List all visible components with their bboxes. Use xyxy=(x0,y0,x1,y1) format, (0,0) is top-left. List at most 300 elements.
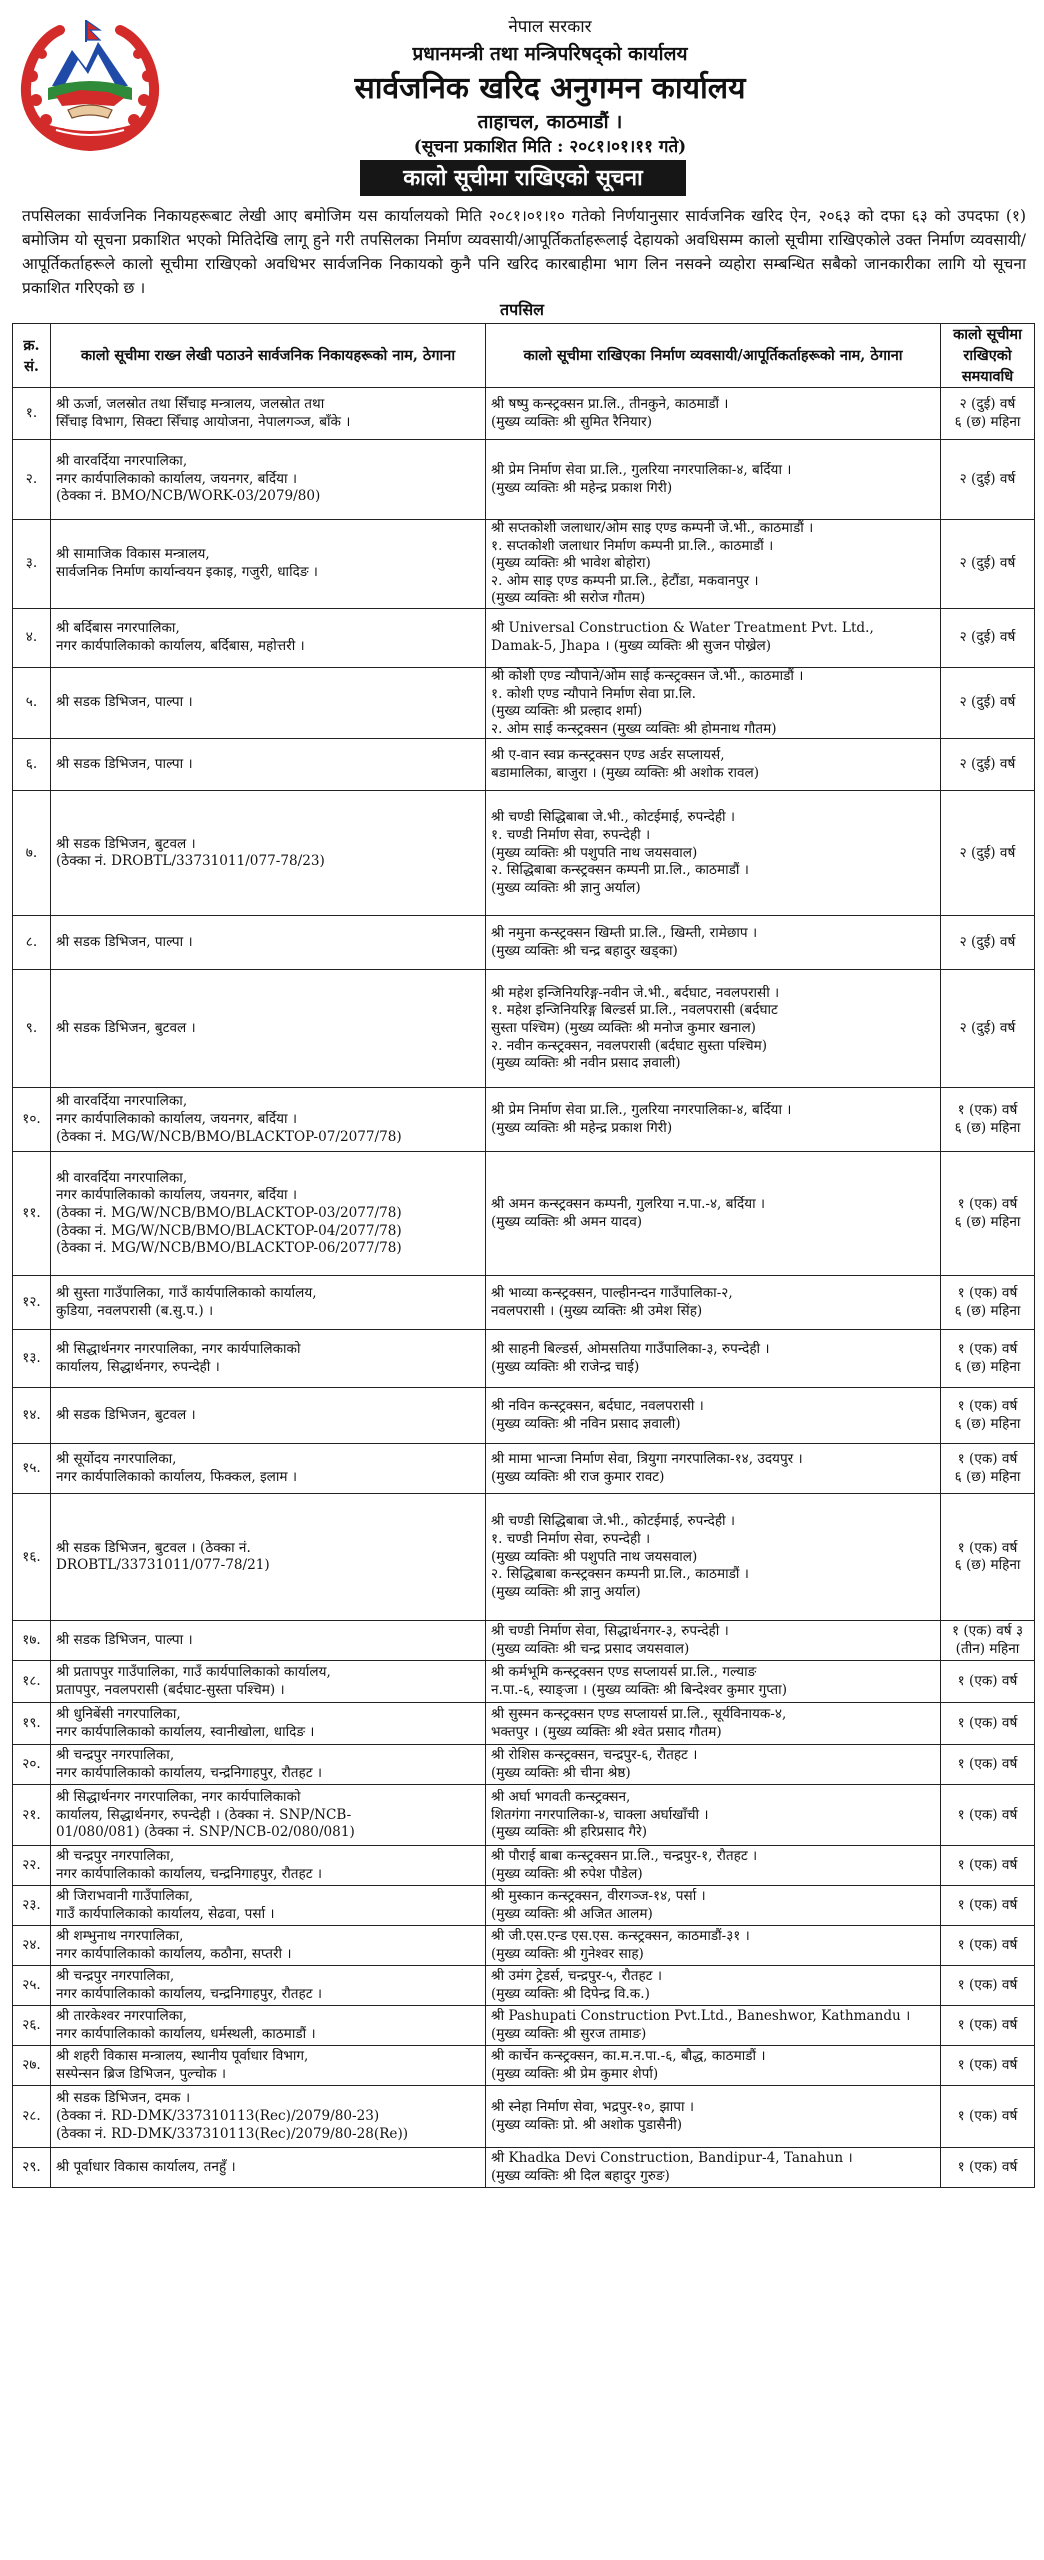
cell-line: १ (एक) वर्ष xyxy=(957,1285,1018,1302)
cell-line: 01/080/081) (ठेक्का नं. SNP/NCB-02/080/081) xyxy=(56,1824,355,1841)
table-row xyxy=(13,1661,1035,1703)
cell-line: १ (एक) वर्ष xyxy=(957,1715,1018,1732)
table-row xyxy=(13,520,1035,609)
blacklist-table xyxy=(12,323,1035,2188)
cell-line: शितगंगा नगरपालिका-४, चाक्ला अर्घाखाँची । xyxy=(491,1806,709,1823)
table-cell-entity xyxy=(51,1846,486,1886)
cell-line: १. चण्डी निर्माण सेवा, रुपन्देही । xyxy=(491,1530,651,1547)
table-row xyxy=(13,1276,1035,1330)
cell-line: श्री चन्द्रपुर नगरपालिका, xyxy=(56,1848,175,1865)
table-row xyxy=(13,1494,1035,1621)
cell-line: श्री जिराभवानी गाउँपालिका, xyxy=(56,1888,194,1905)
table-cell-entity xyxy=(51,1621,486,1661)
cell-line: श्री वारवर्दिया नगरपालिका, xyxy=(56,453,188,470)
table-row xyxy=(13,440,1035,520)
table-row xyxy=(13,970,1035,1088)
table-row xyxy=(13,1886,1035,1926)
cell-line: श्री सडक डिभिजन, बुटवल । xyxy=(56,835,196,852)
table-cell-entity xyxy=(51,2046,486,2086)
cell-line: (मुख्य व्यक्तिः श्री ज्ञानु अर्याल) xyxy=(491,879,641,896)
table-row xyxy=(13,739,1035,791)
table-cell-period xyxy=(941,1846,1035,1886)
table-cell-sn: ३. xyxy=(13,520,51,609)
table-cell-contractor xyxy=(486,1152,941,1276)
cell-line: श्री धुनिबेंसी नगरपालिका, xyxy=(56,1706,181,1723)
cell-line: १ (एक) वर्ष xyxy=(957,1977,1018,1994)
cell-line: (मुख्य व्यक्तिः श्री सुरज तामाङ) xyxy=(491,2025,647,2042)
cell-line: श्री नमुना कन्स्ट्रक्सन खिम्ती प्रा.लि., खिम्ती, रामेछाप । xyxy=(491,925,758,942)
cell-line: नगर कार्यपालिकाको कार्यालय, जयनगर, बर्दिया । xyxy=(56,470,298,487)
cell-line: २. ओम साई कन्स्ट्रक्सन (मुख्य व्यक्तिः श्री होमनाथ गौतम) xyxy=(491,720,777,737)
table-row xyxy=(13,388,1035,440)
table-cell-sn: २२. xyxy=(13,1846,51,1886)
table-cell-period xyxy=(941,2148,1035,2188)
cell-line: श्री वारवर्दिया नगरपालिका, xyxy=(56,1093,188,1110)
cell-line: श्री मामा भान्जा निर्माण सेवा, त्रियुगा नगरपालिका-१४, उदयपुर । xyxy=(491,1451,803,1468)
cell-line: २ (दुई) वर्ष xyxy=(959,844,1016,861)
table-cell-sn: १२. xyxy=(13,1276,51,1330)
table-cell-sn: १३. xyxy=(13,1330,51,1388)
cell-line: (ठेक्का नं. MG/W/NCB/BMO/BLACKTOP-03/2077/78) xyxy=(56,1205,402,1222)
cell-line: (मुख्य व्यक्तिः श्री चन्द्र बहादुर खड्का) xyxy=(491,942,678,959)
table-cell-period xyxy=(941,970,1035,1088)
table-cell-contractor xyxy=(486,1088,941,1152)
cell-line: (मुख्य व्यक्तिः श्री महेन्द्र प्रकाश गिरी) xyxy=(491,479,673,496)
table-body xyxy=(13,388,1035,2188)
cell-line: सस्पेन्सन ब्रिज डिभिजन, पुल्चोक । xyxy=(56,2065,227,2082)
cell-line: श्री मुस्कान कन्स्ट्रक्सन, वीरगञ्ज-१४, पर्सा । xyxy=(491,1888,706,1905)
table-cell-contractor xyxy=(486,1621,941,1661)
cell-line: ६ (छ) महिना xyxy=(954,1302,1021,1319)
table-row xyxy=(13,1621,1035,1661)
table-row xyxy=(13,1388,1035,1444)
cell-line: २ (दुई) वर्ष xyxy=(959,555,1016,572)
cell-line: (मुख्य व्यक्तिः श्री नविन प्रसाद ज्ञवाली) xyxy=(491,1415,681,1432)
table-cell-period xyxy=(941,1276,1035,1330)
cell-line: कार्यालय, सिद्धार्थनगर, रुपन्देही । xyxy=(56,1358,220,1375)
table-cell-sn: २७. xyxy=(13,2046,51,2086)
table-cell-sn: १४. xyxy=(13,1388,51,1444)
agency-address: ताहाचल, काठमाडौं । xyxy=(477,111,623,133)
cell-line: २. नवीन कन्स्ट्रक्सन, नवलपरासी (बर्दघाट सुस्ता पश्चिम) xyxy=(491,1037,768,1054)
cell-line: नगर कार्यपालिकाको कार्यालय, धर्मस्थली, काठमाडौं । xyxy=(56,2025,316,2042)
table-row xyxy=(13,791,1035,916)
cell-line: १ (एक) वर्ष xyxy=(957,1102,1018,1119)
notice-header xyxy=(0,0,1044,157)
cell-line: श्री पूर्वाधार विकास कार्यालय, तनहुँ । xyxy=(56,2159,236,2176)
cell-line: श्री सडक डिभिजन, पाल्पा । xyxy=(56,756,193,773)
cell-line: ६ (छ) महिना xyxy=(954,1557,1021,1574)
table-cell-period xyxy=(941,1621,1035,1661)
cell-line: १. सप्तकोशी जलाधार निर्माण कम्पनी प्रा.लि., काठमाडौं । xyxy=(491,537,774,554)
cell-line: ६ (छ) महिना xyxy=(954,1213,1021,1230)
table-cell-sn: ७. xyxy=(13,791,51,916)
table-cell-period xyxy=(941,791,1035,916)
table-cell-period xyxy=(941,2086,1035,2148)
cell-line: (मुख्य व्यक्तिः श्री राजेन्द्र चाई) xyxy=(491,1358,640,1375)
cell-line: श्री प्रतापपुर गाउँपालिका, गाउँ कार्यपालिकाको कार्यालय, xyxy=(56,1664,331,1681)
cell-line: श्री Khadka Devi Construction, Bandipur-4, Tanahun । xyxy=(491,2150,853,2167)
cell-line: (ठेक्का नं. BMO/NCB/WORK-03/2079/80) xyxy=(56,488,321,505)
cell-line: (मुख्य व्यक्तिः श्री गुनेश्वर साह) xyxy=(491,1945,644,1962)
header-contractor: कालो सूचीमा राखिएका निर्माण व्यवसायी/आपूर्तिकर्ताहरूको नाम, ठेगाना xyxy=(486,324,941,388)
table-cell-entity xyxy=(51,1330,486,1388)
cell-line: (तीन) महिना xyxy=(955,1640,1020,1657)
table-cell-contractor xyxy=(486,1745,941,1785)
cell-line: १ (एक) वर्ष xyxy=(957,1539,1018,1556)
agency-name: सार्वजनिक खरिद अनुगमन कार्यालय xyxy=(354,71,746,106)
cell-line: कुडिया, नवलपरासी (ब.सु.प.) । xyxy=(56,1302,214,1319)
table-row xyxy=(13,1926,1035,1966)
cell-line: २ (दुई) वर्ष xyxy=(959,629,1016,646)
table-cell-period xyxy=(941,2006,1035,2046)
table-cell-contractor xyxy=(486,916,941,970)
cell-line: सिँचाइ विभाग, सिक्टा सिँचाइ आयोजना, नेपालगञ्ज, बाँके । xyxy=(56,413,351,430)
table-cell-sn: २९. xyxy=(13,2148,51,2188)
cell-line: ६ (छ) महिना xyxy=(954,1468,1021,1485)
cell-line: (ठेक्का नं. MG/W/NCB/BMO/BLACKTOP-04/2077/78) xyxy=(56,1222,402,1239)
cell-line: (मुख्य व्यक्तिः श्री सरोज गौतम) xyxy=(491,590,646,607)
table-cell-period xyxy=(941,1494,1035,1621)
cell-line: श्री ए-वान स्वप्न कन्स्ट्रक्सन एण्ड अर्डर सप्लायर्स, xyxy=(491,747,725,764)
cell-line: (मुख्य व्यक्तिः श्री प्रेम कुमार शेर्पा) xyxy=(491,2065,659,2082)
cell-line: श्री कोशी एण्ड न्यौपाने/ओम साई कन्स्ट्रक्सन जे.भी., काठमाडौं । xyxy=(491,667,804,684)
table-cell-entity xyxy=(51,2086,486,2148)
table-cell-entity xyxy=(51,388,486,440)
table-cell-contractor xyxy=(486,1276,941,1330)
table-cell-contractor xyxy=(486,2046,941,2086)
table-cell-entity xyxy=(51,1886,486,1926)
table-cell-sn: १५. xyxy=(13,1444,51,1494)
cell-line: (ठेक्का नं. MG/W/NCB/BMO/BLACKTOP-06/2077/78) xyxy=(56,1240,402,1257)
cell-line: श्री सडक डिभिजन, बुटवल । xyxy=(56,1020,196,1037)
cell-line: श्री वारवर्दिया नगरपालिका, xyxy=(56,1169,188,1186)
table-cell-contractor xyxy=(486,1785,941,1846)
cell-line: १ (एक) वर्ष xyxy=(957,1196,1018,1213)
cell-line: श्री सुस्ता गाउँपालिका, गाउँ कार्यपालिकाको कार्यालय, xyxy=(56,1285,317,1302)
table-cell-entity xyxy=(51,791,486,916)
table-cell-period xyxy=(941,2046,1035,2086)
nepal-emblem-icon xyxy=(16,16,164,156)
cell-line: श्री सुस्मन कन्स्ट्रक्सन एण्ड सप्लायर्स प्रा.लि., सूर्यविनायक-४, xyxy=(491,1706,787,1723)
cell-line: (मुख्य व्यक्तिः श्री नवीन प्रसाद ज्ञवाली) xyxy=(491,1055,681,1072)
table-cell-contractor xyxy=(486,739,941,791)
cell-line: न.पा.-६, स्याङ्जा । (मुख्य व्यक्तिः श्री बिन्देश्वर कुमार गुप्ता) xyxy=(491,1681,787,1698)
table-cell-sn: २१. xyxy=(13,1785,51,1846)
cell-line: नगर कार्यपालिकाको कार्यालय, जयनगर, बर्दिया । xyxy=(56,1111,298,1128)
cell-line: श्री चन्द्रपुर नगरपालिका, xyxy=(56,1747,175,1764)
table-cell-entity xyxy=(51,1152,486,1276)
cell-line: (मुख्य व्यक्तिः श्री चन्द्र प्रसाद जयसवाल) xyxy=(491,1640,690,1657)
table-cell-period xyxy=(941,520,1035,609)
table-cell-sn: ६. xyxy=(13,739,51,791)
cell-line: श्री स्नेहा निर्माण सेवा, भद्रपुर-१०, झापा । xyxy=(491,2099,694,2116)
cell-line: श्री सडक डिभिजन, दमक । xyxy=(56,2090,191,2107)
cell-line: २ (दुई) वर्ष xyxy=(959,1020,1016,1037)
cell-line: श्री अमन कन्स्ट्रक्सन कम्पनी, गुलरिया न.पा.-४, बर्दिया । xyxy=(491,1196,766,1213)
table-cell-sn: १९. xyxy=(13,1703,51,1745)
cell-line: १ (एक) वर्ष xyxy=(957,2017,1018,2034)
table-cell-entity xyxy=(51,1661,486,1703)
table-cell-sn: २८. xyxy=(13,2086,51,2148)
table-row xyxy=(13,1444,1035,1494)
table-row xyxy=(13,1330,1035,1388)
table-cell-contractor xyxy=(486,440,941,520)
cell-line: (ठेक्का नं. MG/W/NCB/BMO/BLACKTOP-07/2077/78) xyxy=(56,1128,402,1145)
cell-line: ६ (छ) महिना xyxy=(954,1119,1021,1136)
cell-line: १. कोशी एण्ड न्यौपाने निर्माण सेवा प्रा.लि. xyxy=(491,685,696,702)
table-cell-contractor xyxy=(486,1846,941,1886)
cell-line: २ (दुई) वर्ष xyxy=(959,694,1016,711)
table-cell-entity xyxy=(51,1388,486,1444)
cell-line: १ (एक) वर्ष ३ xyxy=(951,1623,1024,1640)
table-cell-entity xyxy=(51,440,486,520)
table-cell-sn: १६. xyxy=(13,1494,51,1621)
cell-line: १. चण्डी निर्माण सेवा, रुपन्देही । xyxy=(491,826,651,843)
cell-line: श्री सप्तकोशी जलाधार/ओम साइ एण्ड कम्पनी जे.भी., काठमाडौं । xyxy=(491,520,814,536)
table-cell-contractor xyxy=(486,1886,941,1926)
cell-line: १. महेश इन्जिनियरिङ्ग बिल्डर्स प्रा.लि., नवलपरासी (बर्दघाट xyxy=(491,1002,778,1019)
cell-line: श्री Universal Construction & Water Treatment Pvt. Ltd., xyxy=(491,620,874,637)
published-date: (सूचना प्रकाशित मिति : २०८१।०१।११ गते) xyxy=(413,137,687,157)
cell-line: १ (एक) वर्ष xyxy=(957,1341,1018,1358)
cell-line: श्री चण्डी सिद्धिबाबा जे.भी., कोटईमाई, रुपन्देही । xyxy=(491,809,736,826)
table-cell-sn: ८. xyxy=(13,916,51,970)
cell-line: नगर कार्यपालिकाको कार्यालय, चन्द्रनिगाहपुर, रौतहट । xyxy=(56,1865,323,1882)
cell-line: श्री पौराई बाबा कन्स्ट्रक्सन प्रा.लि., चन्द्रपुर-१, रौतहट । xyxy=(491,1848,758,1865)
table-cell-entity xyxy=(51,1494,486,1621)
schedule-title: तपसिल xyxy=(499,300,545,319)
table-cell-contractor xyxy=(486,520,941,609)
cell-line: श्री शहरी विकास मन्त्रालय, स्थानीय पूर्वाधार विभाग, xyxy=(56,2048,309,2065)
cell-line: (मुख्य व्यक्तिः प्रो. श्री अशोक पुडासैनी) xyxy=(491,2116,683,2133)
cell-line: श्री सडक डिभिजन, पाल्पा । xyxy=(56,1632,193,1649)
cell-line: (मुख्य व्यक्तिः श्री भावेश बोहोरा) xyxy=(491,555,651,572)
cell-line: (मुख्य व्यक्तिः श्री सुमित रैनियार) xyxy=(491,413,653,430)
table-cell-entity xyxy=(51,2006,486,2046)
table-cell-contractor xyxy=(486,1703,941,1745)
table-cell-period xyxy=(941,608,1035,667)
cell-line: २ (दुई) वर्ष xyxy=(959,934,1016,951)
cell-line: (मुख्य व्यक्तिः श्री प्रल्हाद शर्मा) xyxy=(491,703,643,720)
table-cell-sn: १. xyxy=(13,388,51,440)
table-cell-period xyxy=(941,1444,1035,1494)
table-cell-period xyxy=(941,1152,1035,1276)
cell-line: ६ (छ) महिना xyxy=(954,413,1021,430)
cell-line: १ (एक) वर्ष xyxy=(957,2108,1018,2125)
table-row xyxy=(13,2148,1035,2188)
cell-line: (मुख्य व्यक्तिः श्री महेन्द्र प्रकाश गिरी) xyxy=(491,1119,673,1136)
table-cell-contractor xyxy=(486,1926,941,1966)
cell-line: (मुख्य व्यक्तिः श्री हरिप्रसाद गैरे) xyxy=(491,1824,648,1841)
cell-line: श्री प्रेम निर्माण सेवा प्रा.लि., गुलरिया नगरपालिका-४, बर्दिया । xyxy=(491,1102,792,1119)
table-cell-period xyxy=(941,1926,1035,1966)
table-cell-period xyxy=(941,739,1035,791)
table-row xyxy=(13,2086,1035,2148)
table-row xyxy=(13,667,1035,738)
table-cell-period xyxy=(941,1785,1035,1846)
cell-line: नगर कार्यपालिकाको कार्यालय, चन्द्रनिगाहपुर, रौतहट । xyxy=(56,1764,323,1781)
table-cell-period xyxy=(941,1966,1035,2006)
table-cell-contractor xyxy=(486,791,941,916)
cell-line: नगर कार्यपालिकाको कार्यालय, फिक्कल, इलाम । xyxy=(56,1468,297,1485)
cell-line: १ (एक) वर्ष xyxy=(957,1806,1018,1823)
cell-line: (ठेक्का नं. RD-DMK/337310113(Rec)/2079/80-23) xyxy=(56,2108,380,2125)
table-row xyxy=(13,1152,1035,1276)
cell-line: २. ओम साइ एण्ड कम्पनी प्रा.लि., हेटौंडा, मकवानपुर । xyxy=(491,572,759,589)
table-cell-entity xyxy=(51,1444,486,1494)
cell-line: बडामालिका, बाजुरा । (मुख्य व्यक्तिः श्री अशोक रावल) xyxy=(491,764,760,781)
table-cell-entity xyxy=(51,739,486,791)
government-name: नेपाल सरकार xyxy=(508,17,592,37)
cell-line: श्री उमंग ट्रेडर्स, चन्द्रपुर-५, रौतहट । xyxy=(491,1968,662,1985)
cell-line: (मुख्य व्यक्तिः श्री दिपेन्द्र वि.क.) xyxy=(491,1985,650,2002)
table-cell-period xyxy=(941,1388,1035,1444)
table-cell-sn: १०. xyxy=(13,1088,51,1152)
table-cell-contractor xyxy=(486,667,941,738)
cell-line: (ठेक्का नं. RD-DMK/337310113(Rec)/2079/80-28(Re)) xyxy=(56,2125,409,2142)
table-cell-sn: २३. xyxy=(13,1886,51,1926)
table-cell-entity xyxy=(51,1785,486,1846)
cell-line: श्री महेश इन्जिनियरिङ्ग-नवीन जे.भी., बर्दघाट, नवलपरासी । xyxy=(491,984,780,1001)
table-cell-sn: १७. xyxy=(13,1621,51,1661)
cell-line: (मुख्य व्यक्तिः श्री रुपेश पौडेल) xyxy=(491,1865,643,1882)
cell-line: श्री भाव्या कन्स्ट्रक्सन, पाल्हीनन्दन गाउँपालिका-२, xyxy=(491,1285,733,1302)
table-cell-contractor xyxy=(486,2086,941,2148)
table-cell-period xyxy=(941,916,1035,970)
table-cell-sn: २६. xyxy=(13,2006,51,2046)
table-cell-contractor xyxy=(486,1444,941,1494)
cell-line: २ (दुई) वर्ष xyxy=(959,395,1016,412)
table-cell-contractor xyxy=(486,608,941,667)
table-cell-period xyxy=(941,1745,1035,1785)
table-cell-sn: ४. xyxy=(13,608,51,667)
cell-line: श्री सिद्धार्थनगर नगरपालिका, नगर कार्यपालिकाको xyxy=(56,1341,301,1358)
table-cell-entity xyxy=(51,520,486,609)
table-row xyxy=(13,2006,1035,2046)
cell-line: श्री Pashupati Construction Pvt.Ltd., Baneshwor, Kathmandu । xyxy=(491,2008,911,2025)
cell-line: श्री नविन कन्स्ट्रक्सन, बर्दघाट, नवलपरासी । xyxy=(491,1398,704,1415)
cell-line: २. सिद्धिबाबा कन्स्ट्रक्सन कम्पनी प्रा.लि., काठमाडौं । xyxy=(491,862,749,879)
table-row xyxy=(13,608,1035,667)
table-cell-entity xyxy=(51,916,486,970)
table-cell-contractor xyxy=(486,1661,941,1703)
table-cell-sn: २४. xyxy=(13,1926,51,1966)
cell-line: २ (दुई) वर्ष xyxy=(959,756,1016,773)
table-cell-period xyxy=(941,388,1035,440)
cell-line: श्री कर्मभूमि कन्स्ट्रक्सन एण्ड सप्लायर्स प्रा.लि., गल्याङ xyxy=(491,1664,757,1681)
cell-line: श्री चण्डी सिद्धिबाबा जे.भी., कोटईमाई, रुपन्देही । xyxy=(491,1513,736,1530)
cell-line: (मुख्य व्यक्तिः श्री अजित आलम) xyxy=(491,1905,653,1922)
table-cell-contractor xyxy=(486,388,941,440)
cell-line: श्री सडक डिभिजन, बुटवल । (ठेक्का नं. xyxy=(56,1539,251,1556)
cell-line: श्री सिद्धार्थनगर नगरपालिका, नगर कार्यपालिकाको xyxy=(56,1788,301,1805)
table-cell-sn: ९. xyxy=(13,970,51,1088)
intro-paragraph: तपसिलका सार्वजनिक निकायहरूबाट लेखी आए बमोजिम यस कार्यालयको मिति २०८१।०१।१० गतेको निर्णयानुसार सार्वजनिक खरिद ऐन, २०६३ को दफा ६३ को उपदफा (१) बमोजिम यो सूचना प्रकाशित भएको मितिदेखि लागू हुने गरी तपसिलका निर्माण व्यवसायी/आपूर्तिकर्ताहरूलाई देहायको अवधिसम्म कालो सूचीमा राखिएकोले उक्त निर्माण व्यवसायी/आपूर्तिकर्ताहरूले कालो सूचीमा राखिएको अवधिभर सार्वजनिक निकायको कुनै पनि खरिद कारबाहीमा भाग लिन नसक्ने व्यहोरा सम्बन्धित सबैको जानकारीका लागि यो सूचना प्रकाशित गरिएको छ । xyxy=(22,207,1026,297)
table-cell-sn: २०. xyxy=(13,1745,51,1785)
table-cell-period xyxy=(941,1886,1035,1926)
table-cell-entity xyxy=(51,1926,486,1966)
cell-line: (मुख्य व्यक्तिः श्री चीना श्रेष्ठ) xyxy=(491,1764,631,1781)
header-period: कालो सूचीमा राखिएको समयावधि xyxy=(941,324,1035,388)
table-cell-sn: १८. xyxy=(13,1661,51,1703)
cell-line: Damak-5, Jhapa । (मुख्य व्यक्तिः श्री सुजन पोख्रेल) xyxy=(491,637,772,654)
table-row xyxy=(13,1703,1035,1745)
cell-line: श्री रोशिस कन्स्ट्रक्सन, चन्द्रपुर-६, रौतहट । xyxy=(491,1747,698,1764)
table-cell-contractor xyxy=(486,1494,941,1621)
cell-line: भक्तपुर । (मुख्य व्यक्तिः श्री श्वेत प्रसाद गौतम) xyxy=(491,1723,722,1740)
table-cell-sn: ११. xyxy=(13,1152,51,1276)
cell-line: नगर कार्यपालिकाको कार्यालय, चन्द्रनिगाहपुर, रौतहट । xyxy=(56,1985,323,2002)
cell-line: श्री सामाजिक विकास मन्त्रालय, xyxy=(56,546,210,563)
table-cell-entity xyxy=(51,1276,486,1330)
cell-line: (मुख्य व्यक्तिः श्री पशुपति नाथ जयसवाल) xyxy=(491,844,698,861)
table-cell-sn: २५. xyxy=(13,1966,51,2006)
table-cell-entity xyxy=(51,608,486,667)
table-header-row xyxy=(13,324,1035,388)
cell-line: श्री सडक डिभिजन, पाल्पा । xyxy=(56,694,193,711)
table-cell-entity xyxy=(51,2148,486,2188)
table-cell-entity xyxy=(51,970,486,1088)
cell-line: (मुख्य व्यक्तिः श्री दिल बहादुर गुरुङ) xyxy=(491,2167,670,2184)
table-cell-entity xyxy=(51,1088,486,1152)
cell-line: १ (एक) वर्ष xyxy=(957,1937,1018,1954)
cell-line: (मुख्य व्यक्तिः श्री पशुपति नाथ जयसवाल) xyxy=(491,1548,698,1565)
cell-line: ६ (छ) महिना xyxy=(954,1358,1021,1375)
cell-line: DROBTL/33731011/077-78/21) xyxy=(56,1557,270,1574)
cell-line: गाउँ कार्यपालिकाको कार्यालय, सेढवा, पर्सा । xyxy=(56,1905,275,1922)
cell-line: १ (एक) वर्ष xyxy=(957,1756,1018,1773)
cell-line: श्री शम्भुनाथ नगरपालिका, xyxy=(56,1928,184,1945)
table-row xyxy=(13,1088,1035,1152)
cell-line: श्री प्रेम निर्माण सेवा प्रा.लि., गुलरिया नगरपालिका-४, बर्दिया । xyxy=(491,461,792,478)
table-cell-period xyxy=(941,1330,1035,1388)
table-cell-contractor xyxy=(486,1388,941,1444)
cell-line: सार्वजनिक निर्माण कार्यान्वयन इकाइ, गजुरी, धादिङ । xyxy=(56,563,318,580)
table-row xyxy=(13,2046,1035,2086)
cell-line: श्री सडक डिभिजन, बुटवल । xyxy=(56,1407,196,1424)
cell-line: श्री चन्द्रपुर नगरपालिका, xyxy=(56,1968,175,1985)
table-cell-entity xyxy=(51,667,486,738)
table-cell-period xyxy=(941,667,1035,738)
cell-line: १ (एक) वर्ष xyxy=(957,2159,1018,2176)
cell-line: १ (एक) वर्ष xyxy=(957,1897,1018,1914)
cell-line: श्री ऊर्जा, जलस्रोत तथा सिँचाइ मन्त्रालय, जलस्रोत तथा xyxy=(56,395,325,412)
table-cell-period xyxy=(941,440,1035,520)
cell-line: १ (एक) वर्ष xyxy=(957,1398,1018,1415)
cell-line: २. सिद्धिबाबा कन्स्ट्रक्सन कम्पनी प्रा.लि., काठमाडौं । xyxy=(491,1566,749,1583)
table-row xyxy=(13,1785,1035,1846)
office-name: प्रधानमन्त्री तथा मन्त्रिपरिषद्को कार्यालय xyxy=(412,43,688,65)
cell-line: श्री सूर्योदय नगरपालिका, xyxy=(56,1451,177,1468)
cell-line: श्री तारकेश्वर नगरपालिका, xyxy=(56,2008,187,2025)
cell-line: २ (दुई) वर्ष xyxy=(959,470,1016,487)
table-cell-entity xyxy=(51,1966,486,2006)
cell-line: नगर कार्यपालिकाको कार्यालय, जयनगर, बर्दिया । xyxy=(56,1187,298,1204)
cell-line: श्री सडक डिभिजन, पाल्पा । xyxy=(56,934,193,951)
table-cell-period xyxy=(941,1703,1035,1745)
table-cell-period xyxy=(941,1661,1035,1703)
cell-line: (मुख्य व्यक्तिः श्री अमन यादव) xyxy=(491,1213,643,1230)
cell-line: (मुख्य व्यक्तिः श्री ज्ञानु अर्याल) xyxy=(491,1583,641,1600)
table-cell-sn: ५. xyxy=(13,667,51,738)
table-row xyxy=(13,1966,1035,2006)
table-row xyxy=(13,916,1035,970)
table-cell-contractor xyxy=(486,1966,941,2006)
notice-banner: कालो सूचीमा राखिएको सूचना xyxy=(360,160,686,196)
cell-line: कार्यालय, सिद्धार्थनगर, रुपन्देही । (ठेक्का नं. SNP/NCB- xyxy=(56,1806,352,1823)
header-sn: क्र. सं. xyxy=(13,324,51,388)
